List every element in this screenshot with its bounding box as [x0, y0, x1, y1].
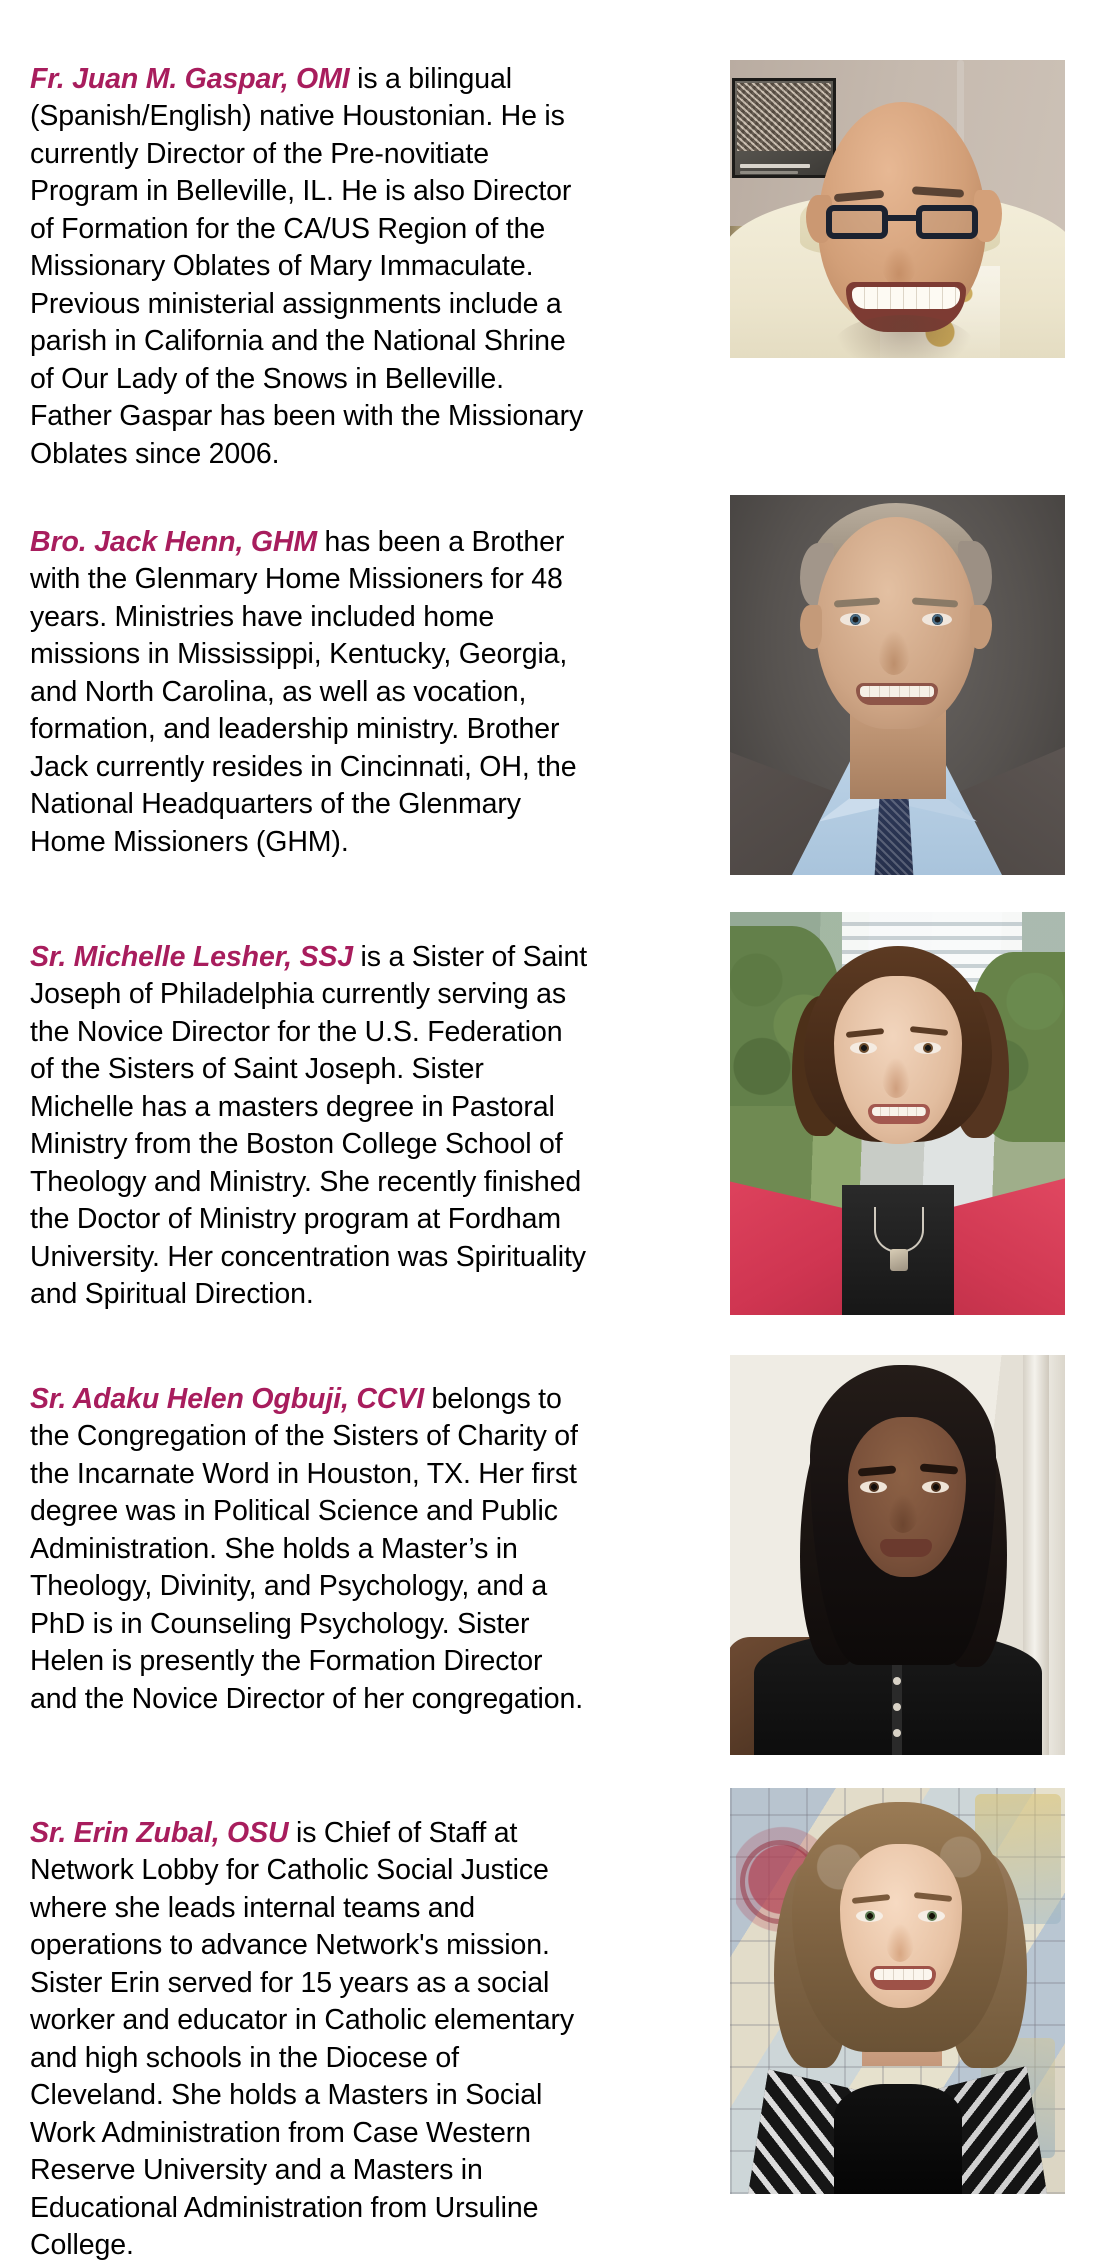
bio-paragraph	[30, 61, 590, 474]
necklace-pendant	[890, 1249, 908, 1271]
smiling-mouth	[856, 683, 938, 705]
necklace-chain	[874, 1207, 924, 1253]
bio-entry	[0, 495, 1114, 895]
nose	[882, 246, 916, 286]
teeth	[874, 1969, 932, 1980]
bio-body: is a bilingual (Spanish/English) native Houstonian. He is currently Director of the Pre-novitiate Program in Belleville, IL. He is also Director of Formation for the CA/US Region of the Missionary Oblates of Mary Immaculate. Previous ministerial assignments include a parish in California and the National Shrine of Our Lady of the Snows in Belleville. Father Gaspar has been with the Missionary Oblates since 2006.	[30, 62, 584, 470]
bio-paragraph	[30, 1381, 590, 1719]
teeth	[860, 686, 934, 697]
shirt-button	[893, 1677, 901, 1685]
bio-body: belongs to the Congregation of the Sisters of Charity of the Incarnate Word in Houston, TX. Her first degree was in Political Science and Public Administration. She holds a Master’s in Theology, Divinity, and Psychology, and a PhD is in Counseling Psychology. Sister Helen is presently the Formation Director and the Novice Director of her congregation.	[30, 1382, 584, 1715]
mouth	[880, 1539, 932, 1557]
bio-name: Sr. Adaku Helen Ogbuji, CCVI	[30, 1382, 425, 1415]
right-eye	[922, 1481, 949, 1493]
framed-picture	[732, 78, 836, 178]
black-top	[834, 2084, 962, 2194]
bio-body: has been a Brother with the Glenmary Home Missioners for 48 years. Ministries have included home missions in Mississippi, Kentucky, Georgia, and North Carolina, as well as vocation, formation, and leadership ministry. Brother Jack currently resides in Cincinnati, OH, the National Headquarters of the Glenmary Home Missioners (GHM).	[30, 525, 577, 858]
bio-name: Bro. Jack Henn, GHM	[30, 525, 318, 558]
nose	[888, 1495, 918, 1533]
left-eye	[856, 1910, 883, 1922]
shirt-button	[893, 1703, 901, 1711]
bio-paragraph	[30, 939, 590, 1314]
bio-portrait-photo	[730, 495, 1065, 875]
bio-portrait-photo	[730, 1788, 1065, 2194]
nose	[886, 1924, 914, 1962]
right-eye	[914, 1042, 941, 1054]
left-eye	[840, 613, 870, 626]
left-eye	[850, 1042, 877, 1054]
bio-portrait-photo	[730, 1355, 1065, 1755]
bio-name: Sr. Erin Zubal, OSU	[30, 1816, 289, 1849]
right-lens	[916, 205, 978, 239]
teeth	[872, 1107, 926, 1116]
smiling-mouth	[868, 1104, 930, 1124]
right-eye	[922, 613, 952, 626]
satellite-map-image	[737, 83, 831, 151]
right-eye	[918, 1910, 945, 1922]
teeth	[852, 287, 960, 309]
glasses-bridge	[888, 215, 916, 221]
bio-name: Sr. Michelle Lesher, SSJ	[30, 940, 354, 973]
picture-caption-subline	[740, 171, 798, 174]
bio-name: Fr. Juan M. Gaspar, OMI	[30, 62, 350, 95]
bio-portrait-photo	[730, 912, 1065, 1315]
nose	[882, 1058, 910, 1098]
bio-entry	[0, 1352, 1114, 1767]
bio-body: is a Sister of Saint Joseph of Philadelphia currently serving as the Novice Director for the U.S. Federation of the Sisters of Saint Joseph. Sister Michelle has a masters degree in Pastoral Ministry from the Boston College School of Theology and Ministry. She recently finished the Doctor of Ministry program at Fordham University. Her concentration was Spirituality and Spiritual Direction.	[30, 940, 588, 1310]
nose	[878, 631, 910, 675]
bio-entry	[0, 1786, 1114, 2261]
bio-paragraph	[30, 1815, 590, 2265]
door-frame-edge	[1049, 1355, 1065, 1755]
bio-entry	[0, 32, 1114, 470]
bio-paragraph	[30, 524, 590, 862]
bio-entry	[0, 910, 1114, 1330]
shirt-button	[893, 1729, 901, 1737]
left-ear	[800, 605, 822, 649]
bio-portrait-photo	[730, 60, 1065, 358]
eyeglasses	[826, 203, 978, 245]
left-eye	[860, 1481, 887, 1493]
left-lens	[826, 205, 888, 239]
smiling-mouth	[870, 1966, 936, 1990]
picture-caption-line	[740, 164, 810, 168]
bio-body: is Chief of Staff at Network Lobby for Catholic Social Justice where she leads internal teams and operations to advance Network's mission. Sister Erin served for 15 years as a social worker and educator in Catholic elementary and high schools in the Diocese of Cleveland. She holds a Masters in Social Work Administration from Case Western Reserve University and a Masters in Educational Administration from Ursuline College.	[30, 1816, 574, 2261]
